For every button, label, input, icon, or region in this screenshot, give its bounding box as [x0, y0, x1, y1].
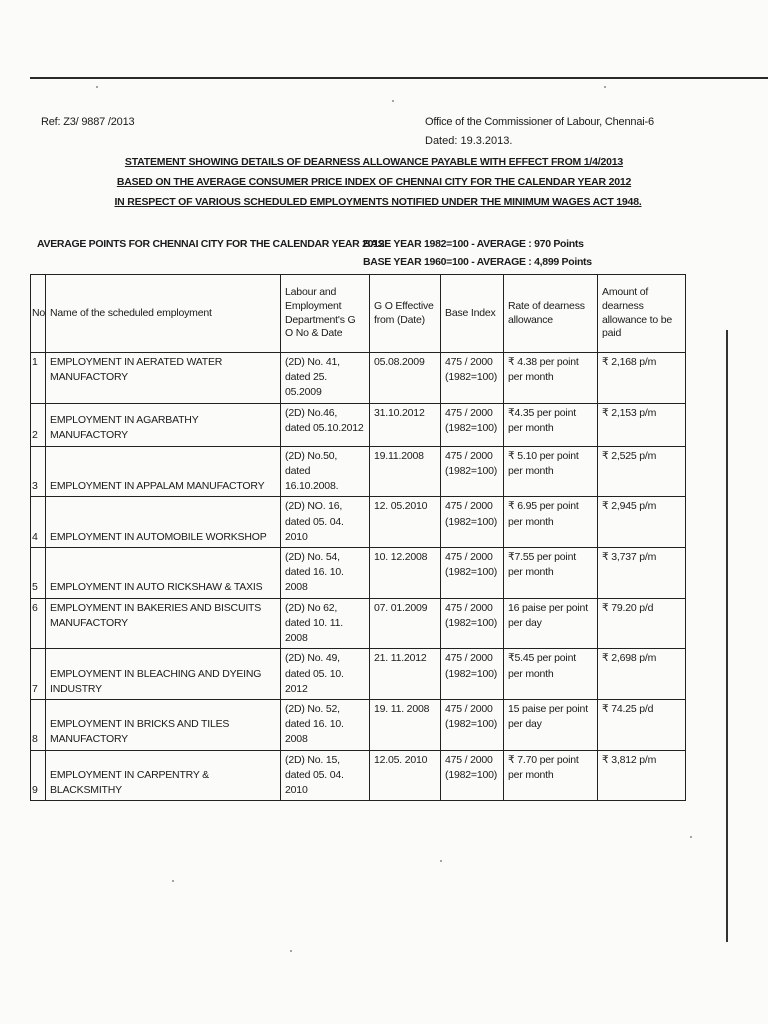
go-number-date — [281, 446, 370, 497]
row-number: 3 — [31, 446, 46, 497]
scan-border-top — [30, 77, 768, 79]
go-number: (2D) No.50, — [285, 449, 338, 462]
row-number: 7 — [31, 649, 46, 700]
go-date: dated 05. 04. 2010 — [285, 768, 344, 797]
employment-name: EMPLOYMENT IN AERATED WATER MANUFACTORY — [46, 353, 281, 404]
base-index: 475 / 2000 (1982=100) — [441, 598, 504, 649]
title-line-3: IN RESPECT OF VARIOUS SCHEDULED EMPLOYMENTS NOTIFIED UNDER THE MINIMUM WAGES ACT 1948. — [114, 196, 642, 208]
rate-of-da: 16 paise per point per day — [504, 598, 598, 649]
base-index: 475 / 2000 (1982=100) — [441, 446, 504, 497]
employment-name: EMPLOYMENT IN CARPENTRY & BLACKSMITHY — [46, 750, 281, 801]
row-number: 2 — [31, 403, 46, 446]
effective-date: 05.08.2009 — [370, 353, 441, 404]
base-index: 475 / 2000 (1982=100) — [441, 699, 504, 750]
base-index: 475 / 2000 (1982=100) — [441, 547, 504, 598]
da-amount: ₹ 2,698 p/m — [598, 649, 686, 700]
employment-name: EMPLOYMENT IN BRICKS AND TILES MANUFACTORY — [46, 699, 281, 750]
header-rate: Rate of dearness allowance — [504, 275, 598, 353]
employment-name: EMPLOYMENT IN AUTOMOBILE WORKSHOP — [46, 497, 281, 548]
go-number: (2D) No 62, — [285, 601, 338, 614]
header-no: No — [31, 275, 46, 353]
table-row — [31, 403, 686, 446]
effective-date: 31.10.2012 — [370, 403, 441, 446]
table-row — [31, 497, 686, 548]
employment-name: EMPLOYMENT IN BLEACHING AND DYEING INDUSTRY — [46, 649, 281, 700]
go-number-date — [281, 750, 370, 801]
table-row — [31, 547, 686, 598]
header-base: Base Index — [441, 275, 504, 353]
da-amount: ₹ 2,945 p/m — [598, 497, 686, 548]
employment-name: EMPLOYMENT IN AGARBATHY MANUFACTORY — [46, 403, 281, 446]
office-name: Office of the Commissioner of Labour, Chennai-6 — [425, 116, 654, 128]
employment-name: EMPLOYMENT IN AUTO RICKSHAW & TAXIS — [46, 547, 281, 598]
da-amount: ₹ 3,812 p/m — [598, 750, 686, 801]
go-number-date — [281, 353, 370, 404]
da-amount: ₹ 3,737 p/m — [598, 547, 686, 598]
table-header-row — [31, 275, 686, 353]
go-date: dated 05. 04. 2010 — [285, 515, 344, 543]
go-number: (2D) No.46, — [285, 406, 338, 419]
header-name: Name of the scheduled employment — [46, 275, 281, 353]
da-amount: ₹ 74.25 p/d — [598, 699, 686, 750]
table-row — [31, 598, 686, 649]
table-row — [31, 649, 686, 700]
employment-name: EMPLOYMENT IN APPALAM MANUFACTORY — [46, 446, 281, 497]
employment-name: EMPLOYMENT IN BAKERIES AND BISCUITS MANUFACTORY — [46, 598, 281, 649]
scan-speck — [290, 950, 292, 952]
rate-of-da: ₹ 4.38 per point per month — [504, 353, 598, 404]
go-date: dated 16. 10. 2008 — [285, 718, 344, 746]
effective-date: 21. 11.2012 — [370, 649, 441, 700]
row-number: 5 — [31, 547, 46, 598]
go-number: (2D) No. 41, — [285, 356, 340, 368]
effective-date: 12.05. 2010 — [370, 750, 441, 801]
title-line-2: BASED ON THE AVERAGE CONSUMER PRICE INDEX OF CHENNAI CITY FOR THE CALENDAR YEAR 2012 — [116, 176, 632, 188]
go-number-date — [281, 699, 370, 750]
scan-speck — [392, 100, 394, 102]
go-number-date — [281, 403, 370, 446]
base-index: 475 / 2000 (1982=100) — [441, 497, 504, 548]
scan-speck — [172, 880, 174, 882]
go-date: dated 25. 05.2009 — [285, 371, 328, 399]
reference-number: Ref: Z3/ 9887 /2013 — [41, 116, 135, 128]
go-number-date — [281, 497, 370, 548]
row-number: 1 — [31, 353, 46, 404]
rate-of-da: ₹4.35 per point per month — [504, 403, 598, 446]
rate-of-da: ₹ 6.95 per point per month — [504, 497, 598, 548]
go-date: dated 05. 10. 2012 — [285, 667, 344, 695]
rate-of-da: ₹ 5.10 per point per month — [504, 446, 598, 497]
header-amount: Amount of dearness allowance to be paid — [598, 275, 686, 353]
go-date: dated 10. 11. 2008 — [285, 616, 343, 645]
go-number-date — [281, 649, 370, 700]
table-row — [31, 353, 686, 404]
effective-date: 19. 11. 2008 — [370, 699, 441, 750]
scan-border-right — [726, 330, 728, 942]
effective-date: 07. 01.2009 — [370, 598, 441, 649]
go-number: (2D) No. 49, — [285, 652, 340, 665]
base-index: 475 / 2000 (1982=100) — [441, 750, 504, 801]
da-amount: ₹ 2,168 p/m — [598, 353, 686, 404]
effective-date: 10. 12.2008 — [370, 547, 441, 598]
da-amount: ₹ 79.20 p/d — [598, 598, 686, 649]
dearness-allowance-table — [30, 274, 686, 801]
effective-date: 12. 05.2010 — [370, 497, 441, 548]
effective-date: 19.11.2008 — [370, 446, 441, 497]
go-number: (2D) NO. 16, — [285, 500, 343, 513]
rate-of-da: ₹5.45 per point per month — [504, 649, 598, 700]
go-date: dated 16.10.2008. — [285, 464, 339, 493]
scan-speck — [440, 860, 442, 862]
scan-speck — [690, 836, 692, 838]
title-line-1: STATEMENT SHOWING DETAILS OF DEARNESS ALLOWANCE PAYABLE WITH EFFECT FROM 1/4/2013 — [124, 156, 624, 168]
table-row — [31, 699, 686, 750]
base-index: 475 / 2000 (1982=100) — [441, 403, 504, 446]
da-amount: ₹ 2,153 p/m — [598, 403, 686, 446]
row-number: 9 — [31, 750, 46, 801]
table-row — [31, 750, 686, 801]
rate-of-da: 15 paise per point per day — [504, 699, 598, 750]
average-points-label: AVERAGE POINTS FOR CHENNAI CITY FOR THE CALENDAR YEAR 2012: — [37, 238, 388, 250]
header-effective: G O Effective from (Date) — [370, 275, 441, 353]
scan-speck — [96, 86, 98, 88]
scan-speck — [604, 86, 606, 88]
go-date: dated 05.10.2012 — [285, 421, 364, 434]
go-date: dated 16. 10. 2008 — [285, 566, 344, 594]
go-number-date — [281, 598, 370, 649]
document-date: Dated: 19.3.2013. — [425, 135, 513, 147]
go-number-date — [281, 547, 370, 598]
row-number: 6 — [31, 598, 46, 649]
base-index: 475 / 2000 (1982=100) — [441, 649, 504, 700]
base-index: 475 / 2000 (1982=100) — [441, 353, 504, 404]
rate-of-da: ₹7.55 per point per month — [504, 547, 598, 598]
go-number: (2D) No. 54, — [285, 550, 340, 563]
base-year-1982: BASE YEAR 1982=100 - AVERAGE : 970 Points — [363, 238, 584, 250]
base-year-1960: BASE YEAR 1960=100 - AVERAGE : 4,899 Points — [363, 256, 592, 268]
table-row — [31, 446, 686, 497]
row-number: 4 — [31, 497, 46, 548]
header-go: Labour and Employment Department's G O No & Date — [281, 275, 370, 353]
rate-of-da: ₹ 7.70 per point per month — [504, 750, 598, 801]
da-amount: ₹ 2,525 p/m — [598, 446, 686, 497]
row-number: 8 — [31, 699, 46, 750]
go-number: (2D) No. 15, — [285, 753, 340, 766]
go-number: (2D) No. 52, — [285, 702, 340, 715]
